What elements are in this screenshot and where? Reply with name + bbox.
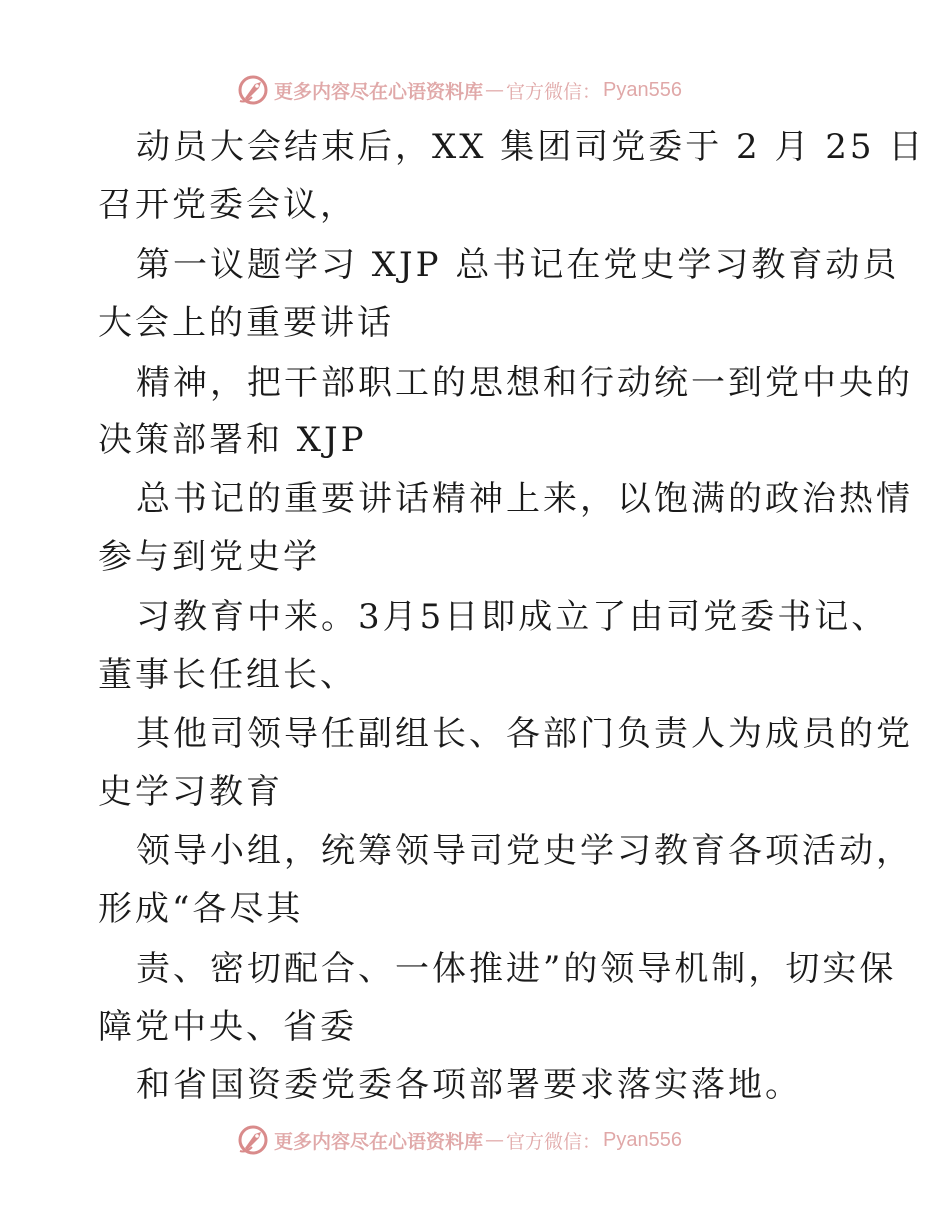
footer-banner: [0, 1120, 950, 1160]
footer-banner-wechat-id: Pyan556: [603, 1128, 682, 1151]
header-banner: [0, 70, 950, 110]
body-line: 大会上的重要讲话: [98, 303, 394, 343]
body-line: 责、密切配合、一体推进”的领导机制，切实保: [136, 949, 897, 989]
header-banner-dash: —: [485, 79, 505, 101]
body-line: 召开党委会议，: [98, 185, 357, 225]
body-line: 参与到党史学: [98, 537, 320, 577]
body-line: 决策部署和 XJP: [98, 420, 367, 460]
body-line: 董事长任组长、: [98, 655, 357, 695]
body-line: 第一议题学习 XJP 总书记在党史学习教育动员: [136, 245, 900, 285]
body-line: 和省国资委党委各项部署要求落实落地。: [136, 1065, 802, 1105]
body-line: 形成“各尽其: [98, 889, 304, 929]
header-banner-main-text: 更多内容尽在心语资料库: [274, 80, 484, 103]
header-banner-wechat-id: Pyan556: [603, 78, 682, 101]
footer-banner-content: [236, 1120, 682, 1160]
footer-banner-main-text: 更多内容尽在心语资料库: [274, 1130, 484, 1153]
pen-nib-logo-icon: [236, 1123, 270, 1157]
pen-nib-logo-icon: [236, 73, 270, 107]
body-line: 总书记的重要讲话精神上来，以饱满的政治热情: [136, 479, 913, 519]
body-line: 动员大会结束后，XX 集团司党委于 2 月 25 日: [136, 127, 926, 167]
body-line: 史学习教育: [98, 772, 283, 812]
footer-banner-official-label: 官方微信：: [506, 1130, 602, 1153]
header-banner-official-label: 官方微信：: [506, 80, 602, 103]
footer-banner-dash: —: [485, 1129, 505, 1151]
body-line: 领导小组，统筹领导司党史学习教育各项活动，: [136, 831, 913, 871]
body-line: 其他司领导任副组长、各部门负责人为成员的党: [136, 714, 913, 754]
body-line: 习教育中来。3月5日即成立了由司党委书记、: [136, 597, 889, 637]
body-line: 精神，把干部职工的思想和行动统一到党中央的: [136, 363, 913, 403]
body-line: 障党中央、省委: [98, 1007, 357, 1047]
header-banner-content: [236, 70, 682, 110]
